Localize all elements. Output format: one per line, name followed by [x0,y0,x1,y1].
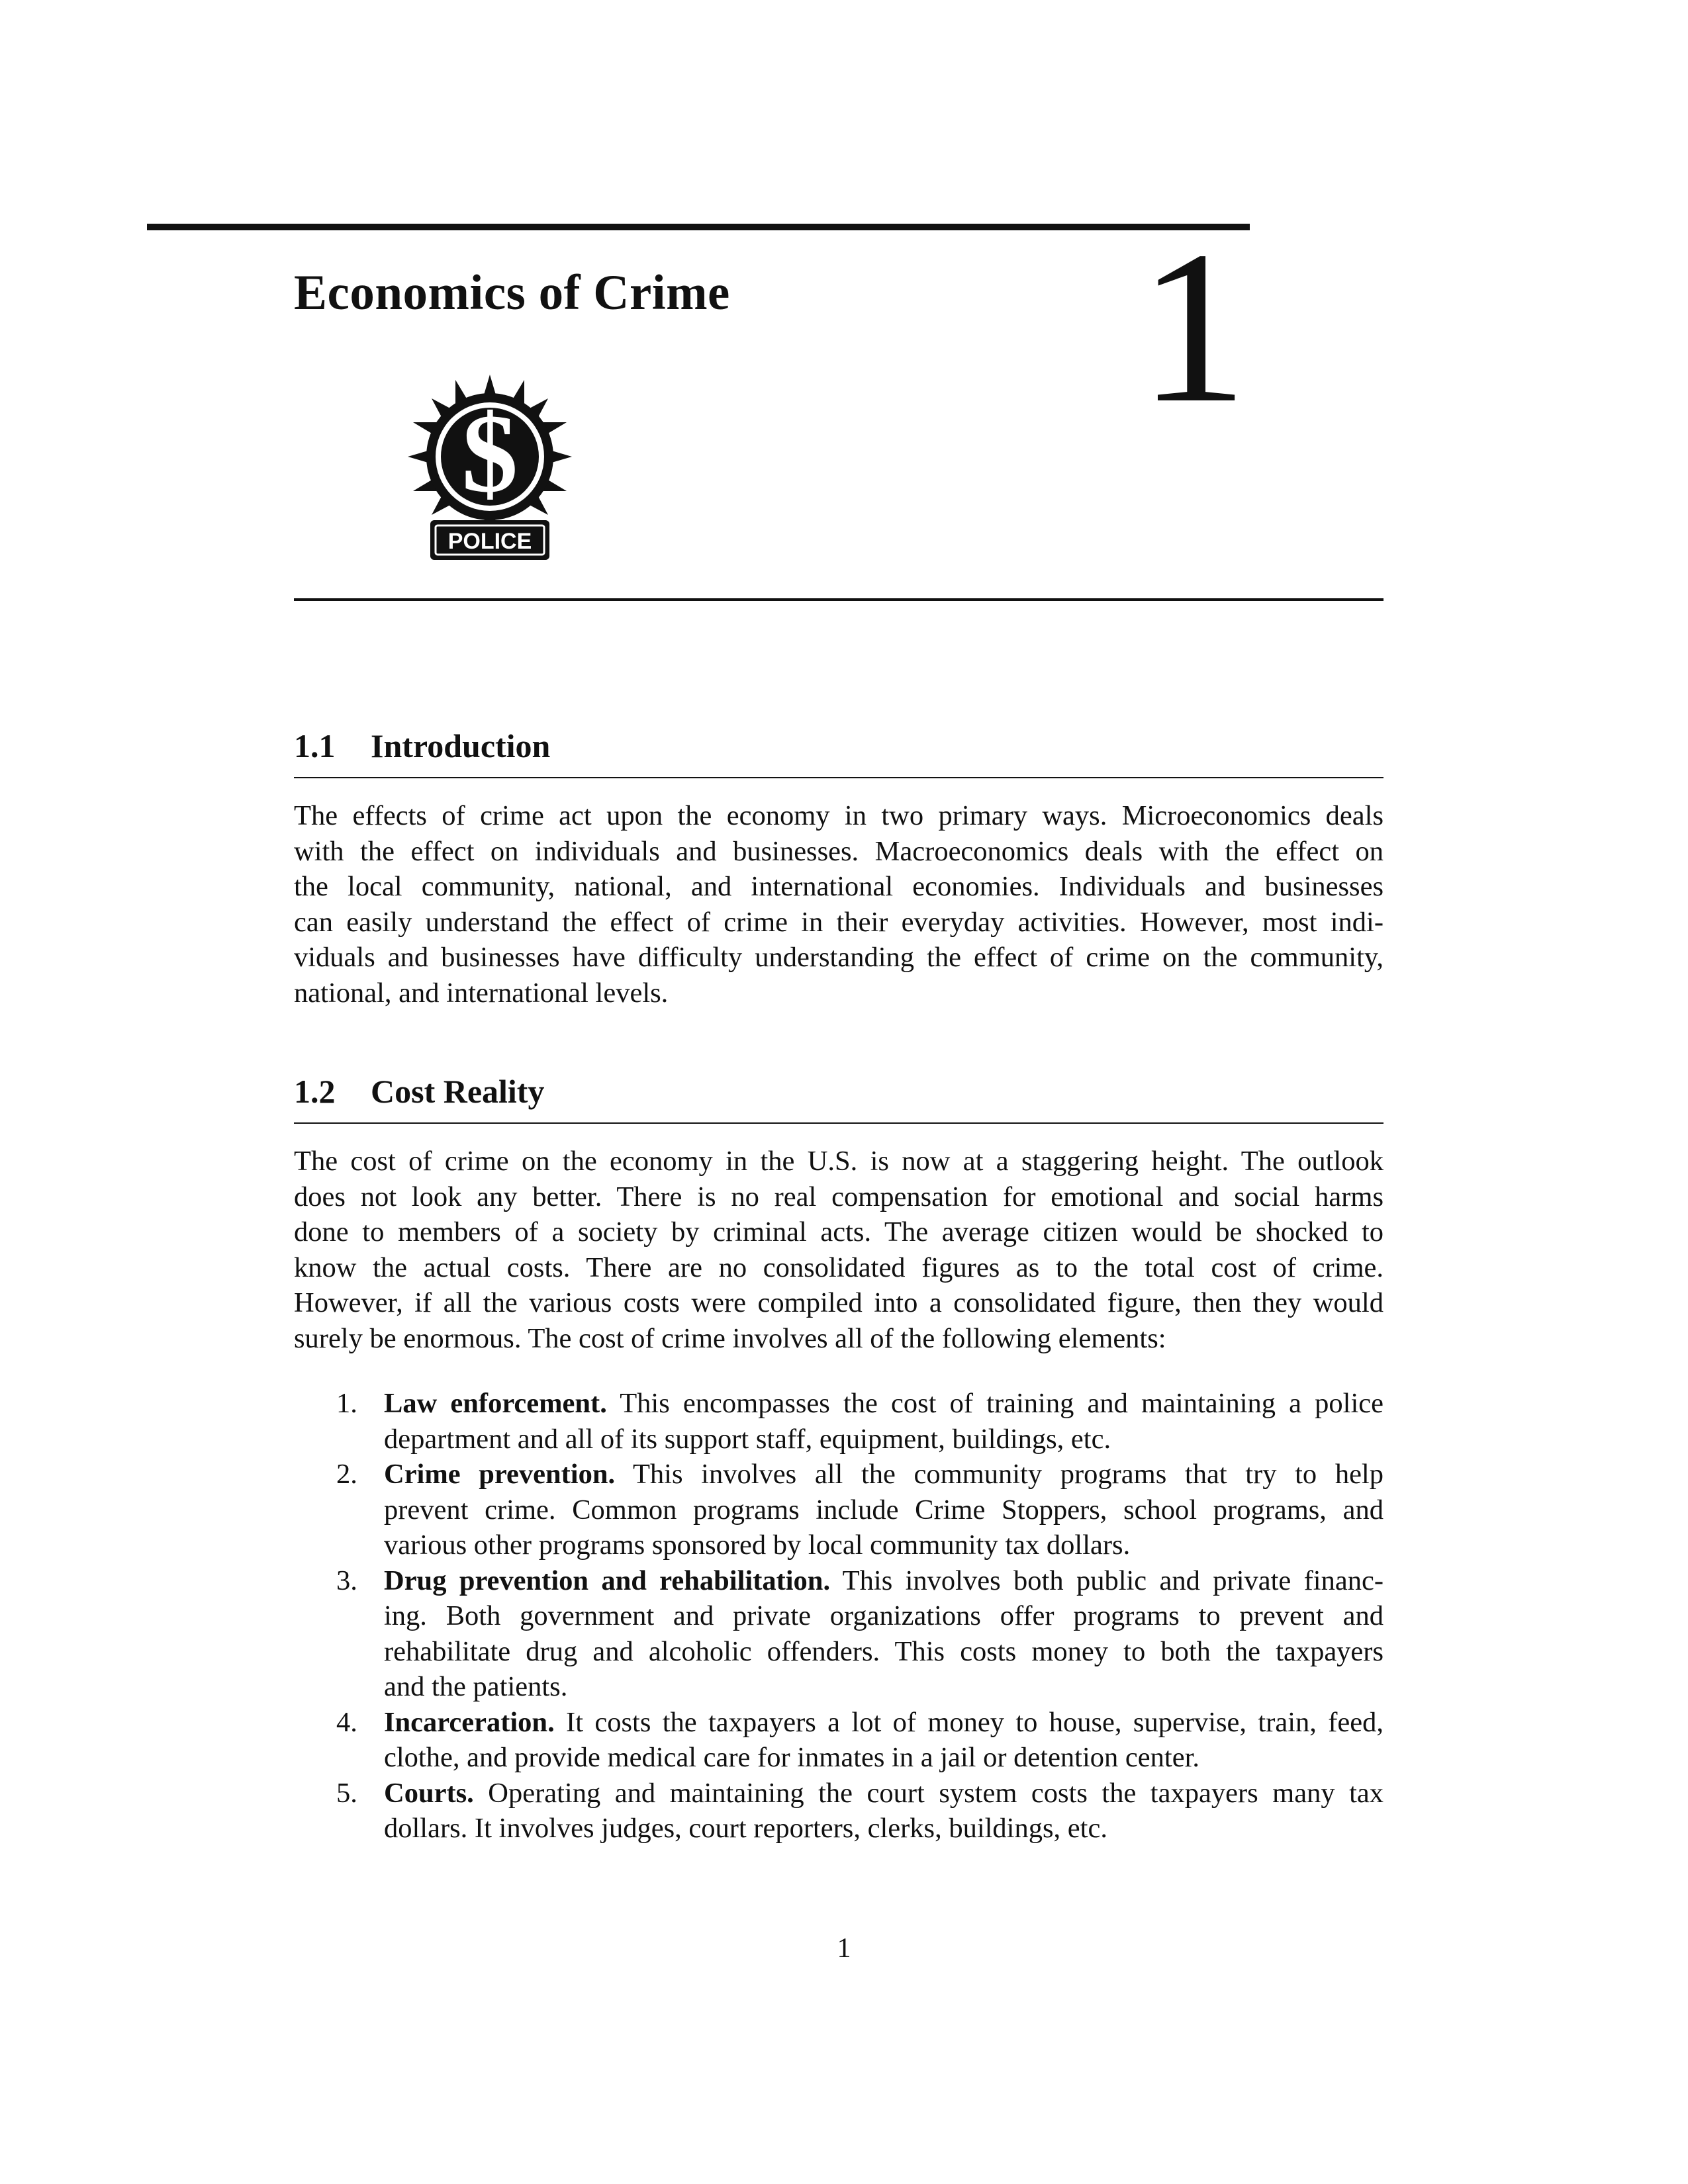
list-term: Courts. [384,1777,474,1809]
cost-reality-paragraph [294,1144,1383,1356]
section-number: 1.2 [294,1073,336,1110]
introduction-paragraph [294,798,1383,1011]
paragraph-line: national, and international levels. [294,977,669,1009]
list-line: ing. Both government and private organizations offer programs to prevent and [384,1600,1383,1631]
list-item [294,1705,1383,1776]
section-rule [294,1122,1383,1124]
section-title: Introduction [371,727,551,764]
paragraph-line: can easily understand the effect of crime in their everyday activities. However, most indi- [294,906,1383,938]
section-heading-cost-reality [294,1072,1383,1111]
chapter-header-rule [294,598,1383,601]
list-marker: 2. [336,1459,357,1490]
list-item [294,1457,1383,1563]
badge-text: POLICE [447,529,532,554]
list-item [294,1386,1383,1457]
list-line: Courts. Operating and maintaining the court system costs the taxpayers many tax [384,1777,1383,1809]
section-rule [294,777,1383,778]
page-number: 1 [837,1933,851,1964]
list-marker: 1. [336,1388,357,1419]
list-marker: 5. [336,1777,357,1809]
list-line: Law enforcement. This encompasses the cost of training and maintaining a police [384,1388,1383,1419]
list-line: Drug prevention and rehabilitation. This involves both public and private financ- [384,1565,1383,1596]
list-line: clothe, and provide medical care for inmates in a jail or detention center. [384,1742,1200,1773]
list-line: Crime prevention. This involves all the community programs that try to help [384,1459,1383,1490]
section-title: Cost Reality [371,1073,545,1110]
paragraph-line: does not look any better. There is no real compensation for emotional and social harms [294,1181,1383,1212]
paragraph-line: However, if all the various costs were compiled into a consolidated figure, then they would [294,1287,1383,1318]
list-term: Crime prevention. [384,1459,616,1490]
cost-elements-list [294,1386,1383,1846]
paragraph-line: know the actual costs. There are no consolidated figures as to the total cost of crime. [294,1251,1383,1283]
section-number: 1.1 [294,727,336,764]
list-line: Incarceration. It costs the taxpayers a lot of money to house, supervise, train, feed, [384,1706,1383,1738]
paragraph-line: the local community, national, and international economies. Individuals and businesses [294,871,1383,902]
list-line: and the patients. [384,1671,568,1702]
list-item [294,1563,1383,1705]
list-line: dollars. It involves judges, court reporters, clerks, buildings, etc. [384,1813,1107,1844]
chapter-title: Economics of Crime [294,265,730,320]
paragraph-line: The cost of crime on the economy in the U.S. is now at a staggering height. The outlook [294,1146,1383,1177]
list-line: various other programs sponsored by local community tax dollars. [384,1529,1131,1561]
dollar-sign-glyph: $ [461,391,518,516]
list-term: Incarceration. [384,1706,555,1738]
chapter-number: 1 [1139,206,1248,448]
section-heading-introduction [294,727,1383,765]
list-marker: 4. [336,1706,357,1738]
chapter-top-rule [147,224,1250,230]
police-badge-dollar-icon [404,371,576,569]
list-line: rehabilitate drug and alcoholic offenders. This costs money to both the taxpayers [384,1635,1383,1667]
paragraph-line: surely be enormous. The cost of crime involves all of the following elements: [294,1322,1166,1354]
list-term: Drug prevention and rehabilitation. [384,1565,831,1596]
paragraph-line: with the effect on individuals and businesses. Macroeconomics deals with the effect on [294,835,1383,867]
list-marker: 3. [336,1565,357,1596]
list-line: department and all of its support staff, equipment, buildings, etc. [384,1423,1111,1455]
paragraph-line: The effects of crime act upon the economy in two primary ways. Microeconomics deals [294,800,1383,831]
paragraph-line: viduals and businesses have difficulty understanding the effect of crime on the community, [294,942,1383,973]
list-line: prevent crime. Common programs include Crime Stoppers, school programs, and [384,1494,1383,1525]
list-term: Law enforcement. [384,1388,607,1419]
paragraph-line: done to members of a society by criminal acts. The average citizen would be shocked to [294,1216,1383,1248]
list-item [294,1776,1383,1846]
